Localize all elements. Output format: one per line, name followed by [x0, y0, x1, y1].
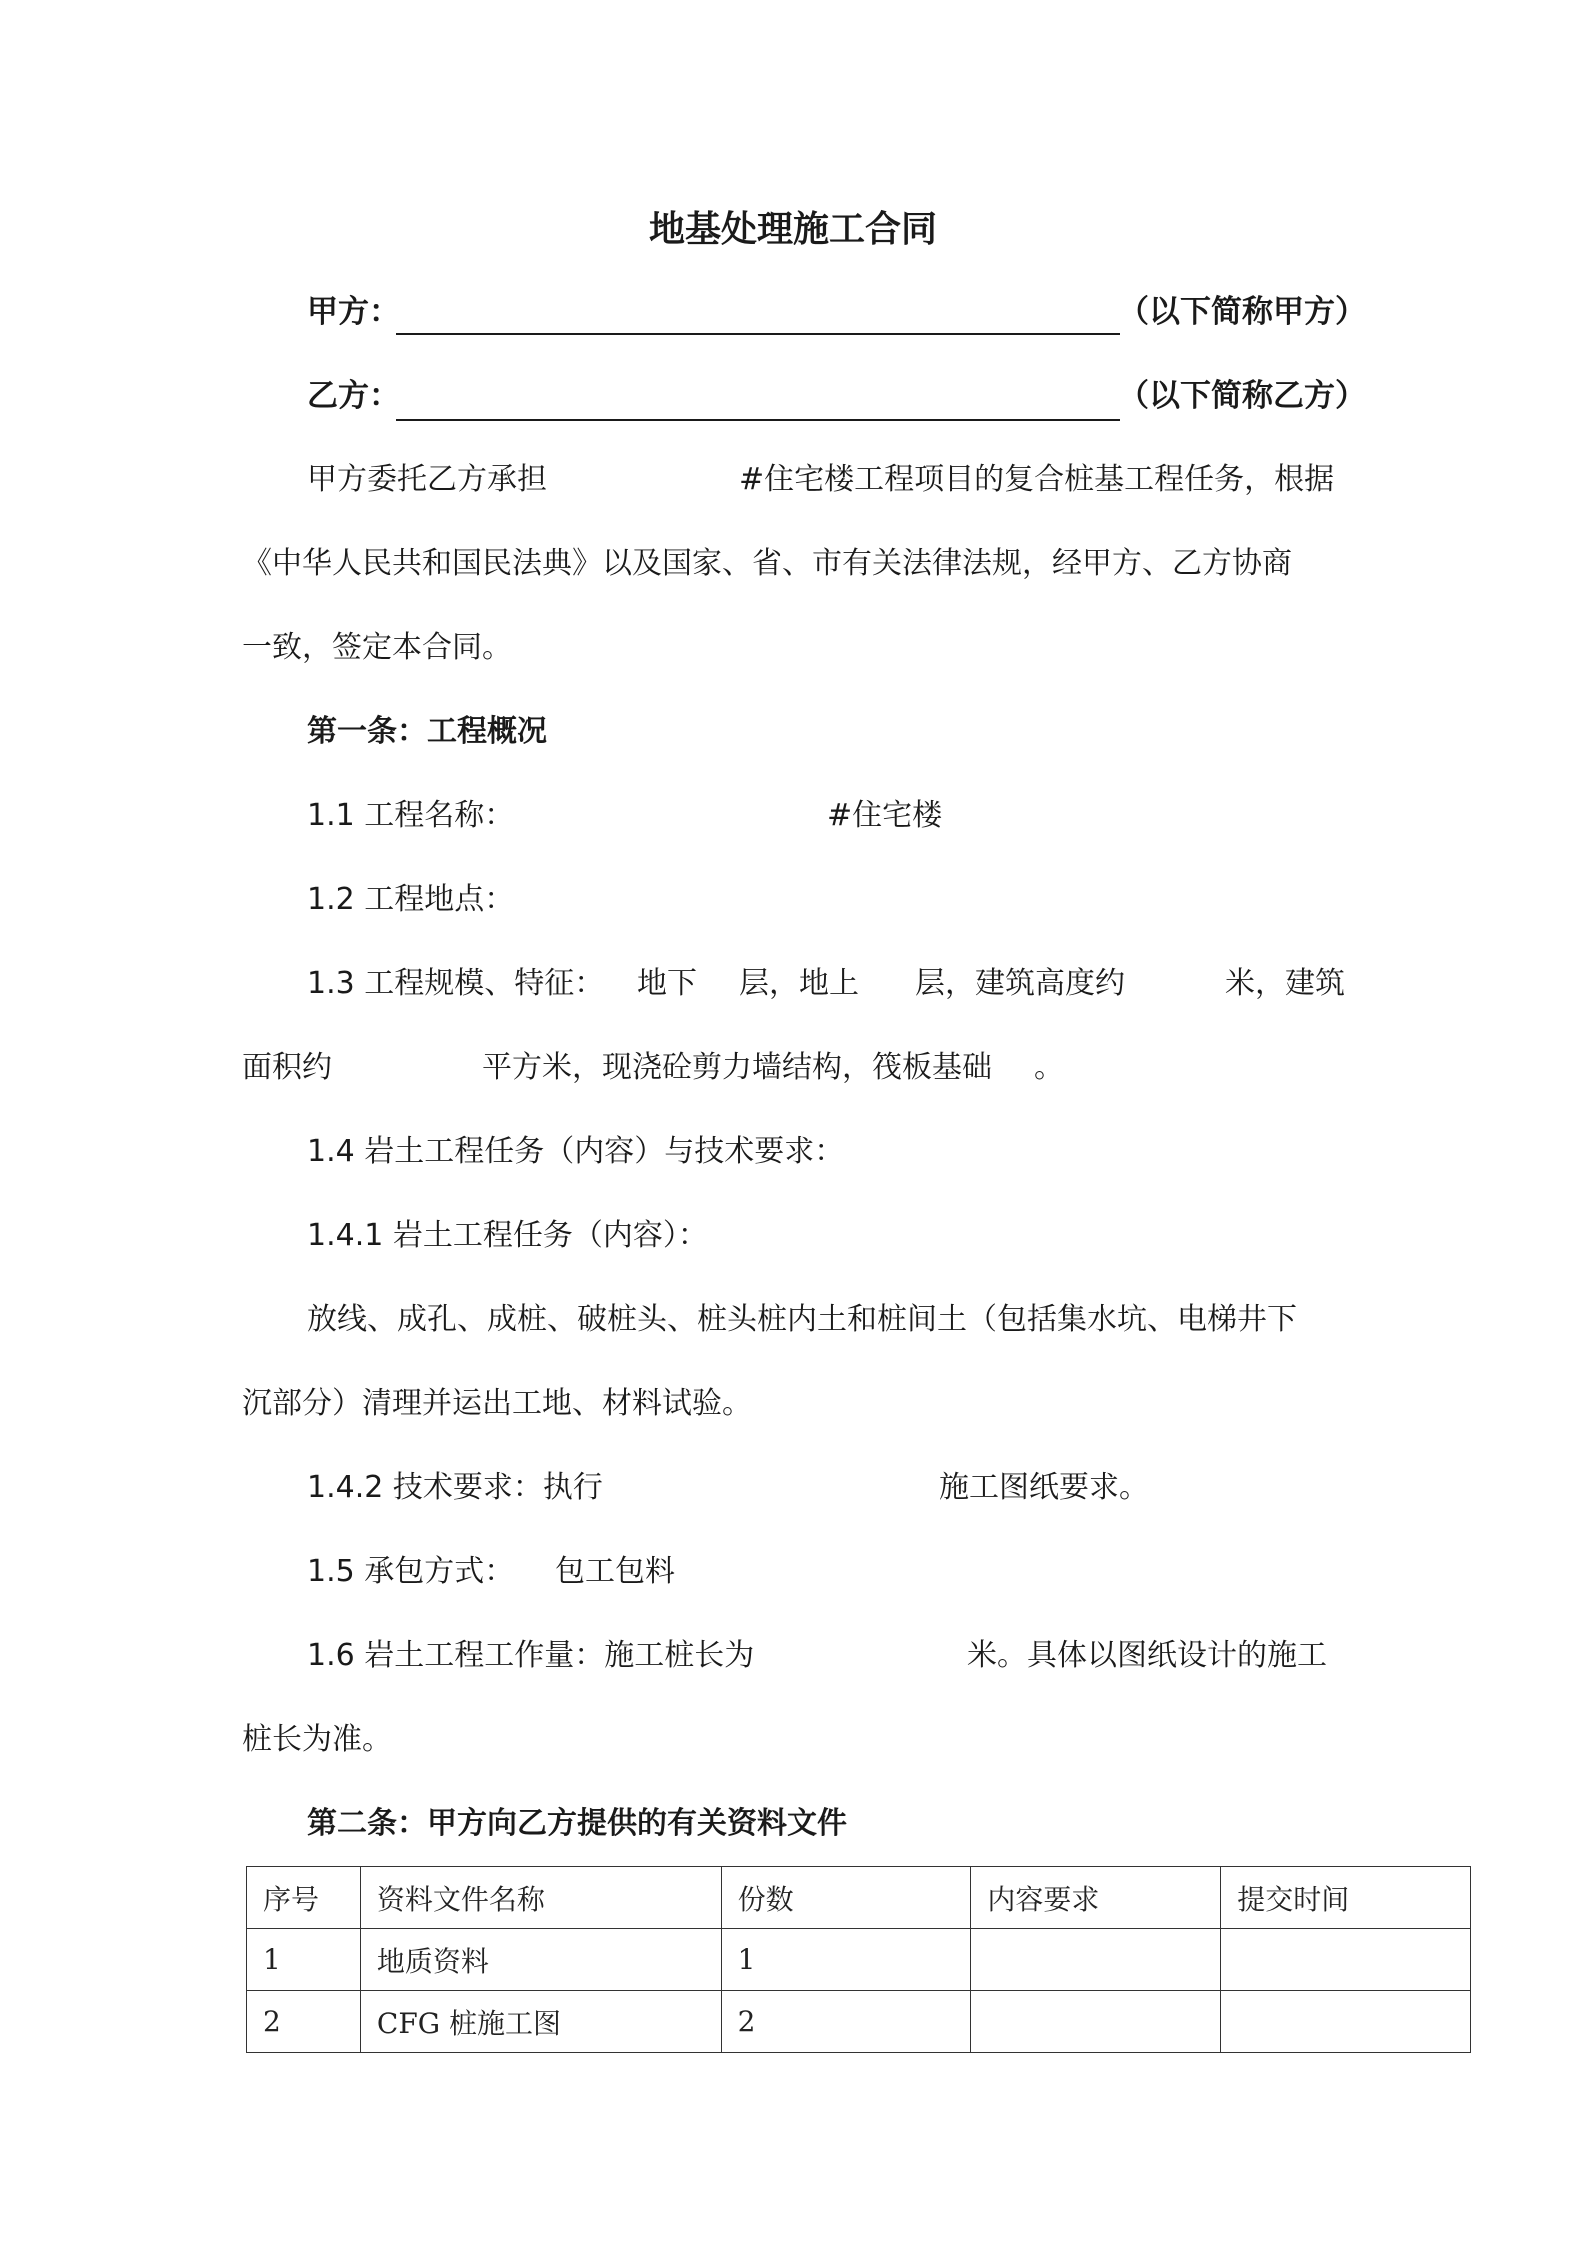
table-row — [247, 1991, 1471, 2053]
item-1-3-g: 平方米，现浇砼剪力墙结构，筏板基础 — [482, 1050, 992, 1085]
item-1-3-f: 面积约 — [242, 1050, 332, 1085]
item-1-1-value: #住宅楼 — [827, 798, 943, 833]
party-b-note: （以下简称乙方） — [1118, 378, 1366, 414]
intro-line-3: 一致，签定本合同。 — [242, 630, 512, 665]
document-title: 地基处理施工合同 — [648, 209, 937, 250]
table-cell — [971, 1929, 1221, 1991]
table-header-cell: 内容要求 — [971, 1867, 1221, 1929]
party-b-fill-line — [396, 419, 1120, 421]
item-1-3-h: 。 — [1034, 1050, 1064, 1085]
intro-line-2: 《中华人民共和国民法典》以及国家、省、市有关法律法规，经甲方、乙方协商 — [242, 546, 1292, 581]
item-1-6-b: 米。具体以图纸设计的施工 — [967, 1638, 1327, 1673]
item-1-4-2-a: 1.4.2 技术要求：执行 — [307, 1470, 603, 1505]
table-cell — [1221, 1929, 1471, 1991]
table-cell: 1 — [721, 1929, 971, 1991]
table-cell: 地质资料 — [360, 1929, 721, 1991]
table-header-cell: 提交时间 — [1221, 1867, 1471, 1929]
item-1-5-label: 1.5 承包方式： — [307, 1554, 515, 1589]
item-1-3-line-1 — [307, 964, 1507, 1004]
party-a-fill-line — [396, 333, 1120, 335]
table-cell: CFG 桩施工图 — [360, 1991, 721, 2053]
item-1-4-2 — [307, 1468, 1307, 1508]
item-1-3-line-2 — [242, 1048, 1442, 1088]
table-cell: 2 — [247, 1991, 361, 2053]
task-line-2: 沉部分）清理并运出工地、材料试验。 — [242, 1386, 752, 1421]
party-a-note: （以下简称甲方） — [1118, 294, 1366, 330]
table-header-cell: 份数 — [721, 1867, 971, 1929]
table-header-row — [247, 1867, 1471, 1929]
item-1-6-line-2: 桩长为准。 — [242, 1722, 392, 1757]
table-row — [247, 1929, 1471, 1991]
intro-line-1-b: #住宅楼工程项目的复合桩基工程任务，根据 — [739, 462, 1335, 497]
item-1-4-2-b: 施工图纸要求。 — [939, 1470, 1149, 1505]
intro-line-1 — [307, 460, 1507, 500]
item-1-4-1: 1.4.1 岩土工程任务（内容）： — [307, 1218, 708, 1253]
item-1-3-a: 1.3 工程规模、特征： — [307, 966, 605, 1001]
article-2-heading: 第二条：甲方向乙方提供的有关资料文件 — [307, 1806, 847, 1841]
item-1-6-a: 1.6 岩土工程工作量：施工桩长为 — [307, 1638, 755, 1673]
item-1-5-value: 包工包料 — [555, 1554, 675, 1589]
item-1-5 — [307, 1552, 1107, 1592]
table-header-cell: 序号 — [247, 1867, 361, 1929]
item-1-2-label: 1.2 工程地点： — [307, 882, 515, 917]
article-1-heading: 第一条：工程概况 — [307, 714, 547, 749]
table-cell — [1221, 1991, 1471, 2053]
item-1-4: 1.4 岩土工程任务（内容）与技术要求： — [307, 1134, 845, 1169]
item-1-3-c: 层，地上 — [739, 966, 859, 1001]
item-1-3-e: 米，建筑 — [1225, 966, 1345, 1001]
item-1-1 — [307, 796, 1107, 836]
table-cell: 1 — [247, 1929, 361, 1991]
party-a-label: 甲方： — [307, 294, 400, 330]
item-1-3-d: 层，建筑高度约 — [915, 966, 1125, 1001]
party-b-label: 乙方： — [307, 378, 400, 414]
item-1-6-line-1 — [307, 1636, 1507, 1676]
item-1-3-b: 地下 — [637, 966, 697, 1001]
table-header-cell: 资料文件名称 — [360, 1867, 721, 1929]
table-cell — [971, 1991, 1221, 2053]
intro-line-1-a: 甲方委托乙方承担 — [307, 462, 547, 497]
table-cell: 2 — [721, 1991, 971, 2053]
documents-table — [246, 1866, 1471, 2053]
task-line-1: 放线、成孔、成桩、破桩头、桩头桩内土和桩间土（包括集水坑、电梯井下 — [307, 1302, 1297, 1337]
item-1-1-label: 1.1 工程名称： — [307, 798, 515, 833]
